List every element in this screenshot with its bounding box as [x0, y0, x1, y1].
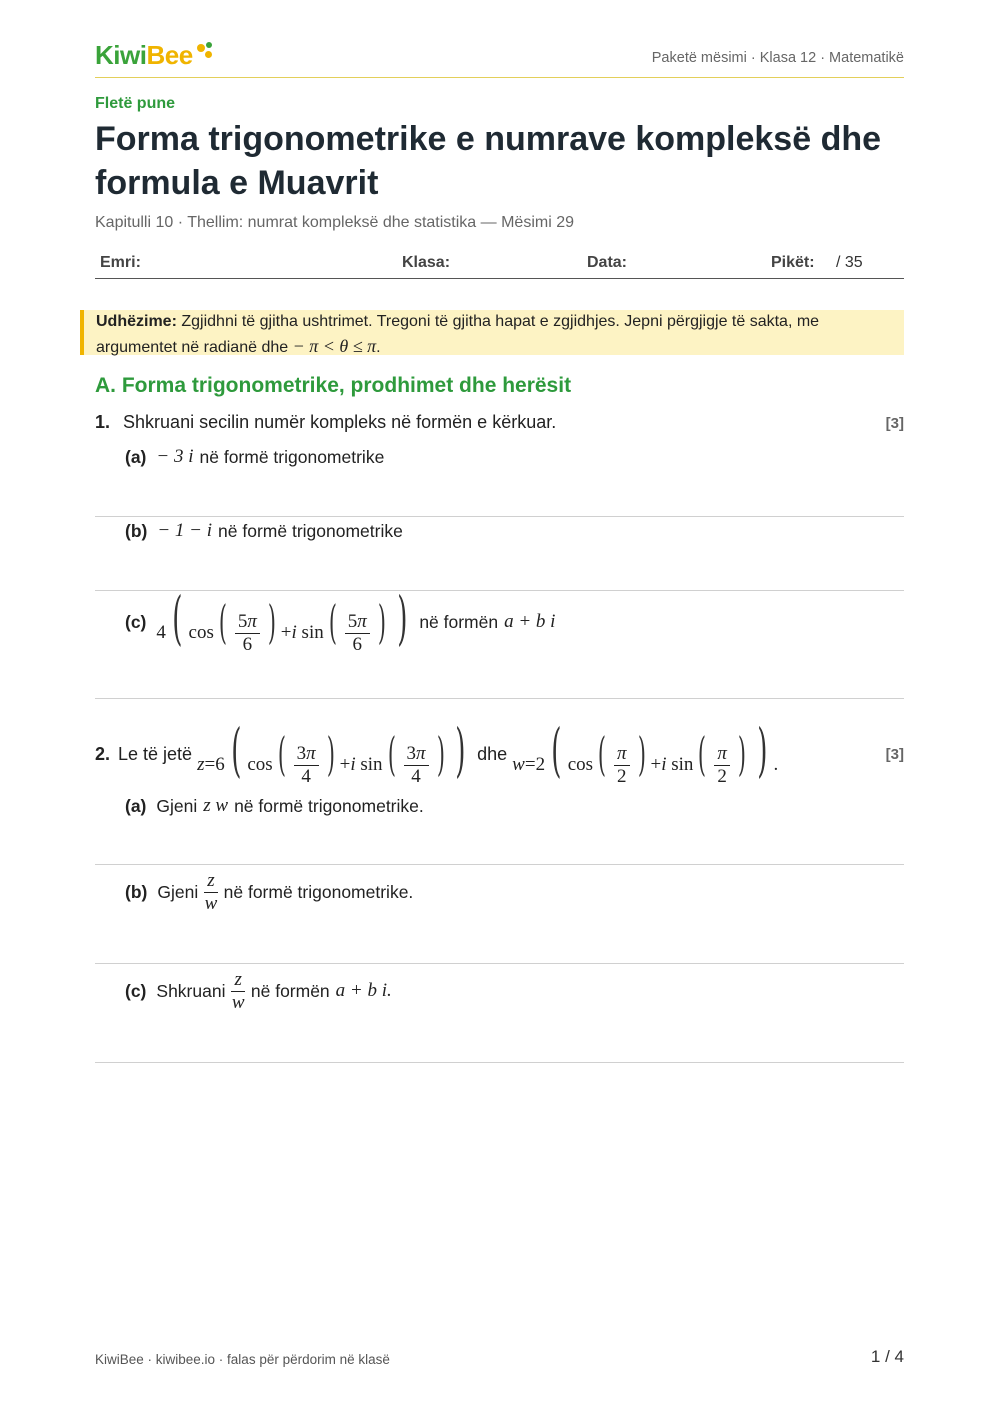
page-subtitle: Kapitulli 10 · Thellim: numrat kompleksë dhe statistika — Mësimi 29	[95, 214, 574, 231]
polar-form-expression: 4 ( cos ( $\frac{5\pi}{6}$ ) +i sin ( $\frac{5\pi}{6}$ ) )	[156, 583, 408, 656]
answer-line	[95, 1062, 904, 1063]
answer-line	[95, 864, 904, 865]
instructions-label: Udhëzime:	[96, 313, 177, 330]
section-a-heading: A. Forma trigonometrike, prodhimet dhe herësit	[95, 374, 572, 397]
question-1-points: [3]	[885, 415, 904, 432]
w-definition: w=2 ( cos ( $\frac{\pi}{2}$ ) +i sin ( $\frac{\pi}{2}$ ) ) .	[512, 715, 779, 788]
student-info-row	[95, 246, 904, 279]
question-number: 2.	[95, 743, 111, 764]
page-header	[95, 40, 904, 78]
answer-line	[95, 698, 904, 699]
question-number: 1.	[95, 412, 111, 432]
z-definition: z=6 ( cos ( $\frac{3\pi}{4}$ ) +i sin ( $\frac{3\pi}{4}$ ) )	[197, 715, 466, 788]
page-title: Forma trigonometrike e numrave kompleksë dhe formula e Muavrit	[95, 120, 882, 202]
question-1b: (b) − 1 − i në formë trigonometrike	[125, 520, 403, 541]
points-field-label: Pikët:	[771, 254, 815, 271]
answer-line	[95, 516, 904, 517]
question-1c: (c) 4 ( cos ( $\frac{5\pi}{6}$ ) +i sin ( $\frac{5\pi}{6}$ ) ) në formën a + b i	[125, 583, 556, 656]
instructions-text: Zgjidhni të gjitha ushtrimet. Tregoni të gjitha hapat e zgjidhjes. Jepni përgjigje të sakta, me argumentet në radianë dhe	[96, 313, 820, 356]
points-total: / 35	[836, 254, 863, 271]
footer-text: KiwiBee · kiwibee.io · falas për përdorim në klasë	[95, 1352, 390, 1367]
instructions-box: Udhëzime: Zgjidhni të gjitha ushtrimet. Tregoni të gjitha hapat e zgjidhjes. Jepni përgjigje të sakta, me argumentet në radianë dhe − π < θ ≤ π.	[80, 310, 904, 355]
z-over-w-fraction: $\frac{z}{w}$	[231, 968, 245, 1013]
class-field-label: Klasa:	[402, 254, 451, 271]
question-2: 2. Le të jetë z=6 ( cos ( $\frac{3\pi}{4}$ ) +i sin ( $\frac{3\pi}{4}$ ) ) dhe w=2 ( cos ( $\frac{\pi}{2}$ ) +i sin ( $\frac{\pi}{2}$ ) ) .	[95, 715, 779, 788]
worksheet-label: Fletë pune	[95, 95, 176, 112]
question-2a: (a) Gjeni z w në formë trigonometrike.	[125, 795, 424, 816]
question-2b: (b) Gjeni $\frac{z}{w}$ në formë trigonometrike.	[125, 869, 414, 914]
question-text: Shkruani secilin numër kompleks në formën e kërkuar.	[123, 412, 557, 432]
question-1	[95, 412, 556, 433]
question-2-points: [3]	[885, 746, 904, 763]
breadcrumb: Paketë mësimi · Klasa 12 · Matematikë	[651, 50, 904, 66]
angle-range-math: − π < θ ≤ π	[292, 336, 377, 356]
question-2c: (c) Shkruani $\frac{z}{w}$ në formën a + b i.	[125, 968, 392, 1013]
math-expression: − 3 i	[156, 446, 194, 467]
answer-line	[95, 963, 904, 964]
question-1a: (a) − 3 i në formë trigonometrike	[125, 446, 385, 467]
z-over-w-fraction: $\frac{z}{w}$	[204, 869, 218, 914]
math-expression: z w	[203, 795, 229, 816]
date-field-label: Data:	[587, 254, 628, 271]
kiwibee-logo: KiwiBee	[95, 40, 213, 68]
logo-dots-icon	[195, 40, 213, 60]
page-number: 1 / 4	[870, 1347, 904, 1366]
math-expression: − 1 − i	[157, 520, 213, 541]
name-field-label: Emri:	[100, 254, 141, 271]
